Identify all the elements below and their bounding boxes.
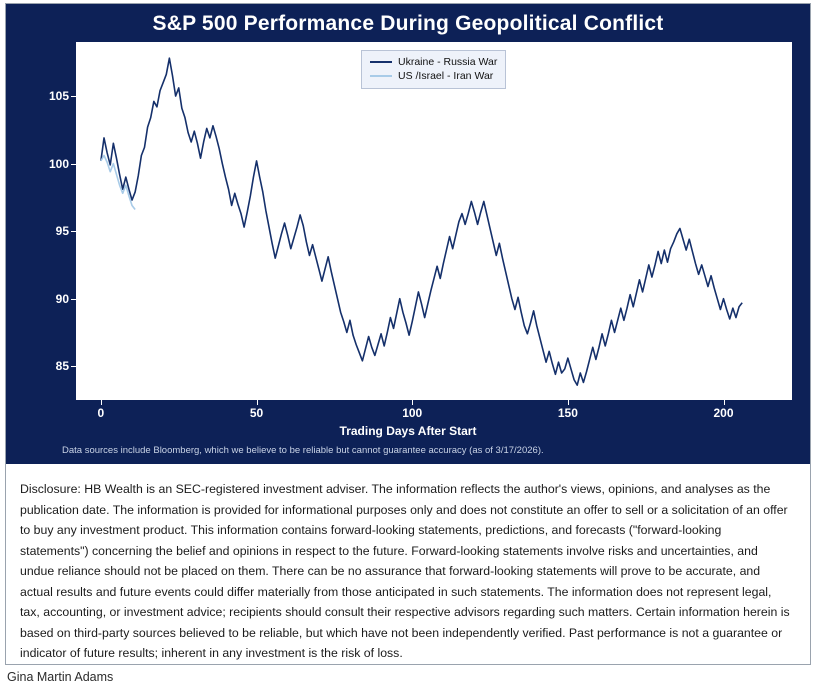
series-line — [101, 58, 742, 385]
y-tick-label: 100 — [48, 156, 69, 171]
y-tick-mark — [71, 299, 76, 300]
x-tick-label: 200 — [713, 406, 734, 420]
x-tick-label: 0 — [97, 406, 105, 420]
x-tick-mark — [568, 400, 569, 405]
y-tick-mark — [71, 96, 76, 97]
x-tick-label: 100 — [402, 406, 423, 420]
x-tick-mark — [257, 400, 258, 405]
chart-title: S&P 500 Performance During Geopolitical Conflict — [152, 12, 664, 35]
y-tick-label: 105 — [48, 89, 69, 104]
plot-area — [48, 42, 792, 420]
chart-panel — [6, 4, 810, 464]
y-tick-label: 90 — [55, 291, 69, 306]
y-tick-mark — [71, 231, 76, 232]
legend-item — [370, 55, 497, 69]
y-tick-label: 95 — [55, 224, 69, 239]
legend-swatch-icon — [370, 61, 392, 63]
chart-legend — [361, 50, 506, 89]
x-tick-mark — [101, 400, 102, 405]
x-tick-mark — [724, 400, 725, 405]
disclosure-text: Disclosure: HB Wealth is an SEC-registered investment adviser. The information reflects the author's views, opinions, and analyses as the publication date. The information is provided for informational purposes only and does not constitute an offer to sell or a solicitation of an offer to buy any investment product. This information contains forward-looking statements, predictions, and forecasts ("forward-looking statements") concerning the belief and opinions in respect to the future. Forward-looking statements involve risks and uncertainties, and undue reliance should not be placed on them. There can be no assurance that forward-looking statements will prove to be accurate, and actual results and future events could differ materially from those anticipated in such statements. The information does not represent legal, tax, accounting, or investment advice; recipients should consult their respective advisors regarding such matters. Certain information herein is based on third-party sources believed to be reliable, but which have not been independently verified. Past performance is not a guarantee or indicator of future results; inherent in any investment is the risk of loss. — [6, 467, 810, 664]
y-tick-mark — [71, 164, 76, 165]
legend-item — [370, 69, 497, 83]
content-frame — [5, 3, 811, 665]
y-tick-mark — [71, 366, 76, 367]
x-tick-label: 50 — [249, 406, 264, 420]
legend-swatch-icon — [370, 75, 392, 77]
legend-label: US /Israel - Iran War — [398, 70, 494, 82]
byline: Gina Martin Adams — [7, 670, 114, 684]
x-tick-label: 150 — [557, 406, 578, 420]
x-tick-mark — [412, 400, 413, 405]
y-tick-label: 85 — [55, 359, 69, 374]
chart-svg — [76, 42, 792, 400]
chart-footnote: Data sources include Bloomberg, which we believe to be reliable but cannot guarantee accuracy (as of 3/17/2026). — [62, 445, 544, 456]
legend-label: Ukraine - Russia War — [398, 56, 498, 68]
x-axis-label: Trading Days After Start — [339, 424, 477, 438]
